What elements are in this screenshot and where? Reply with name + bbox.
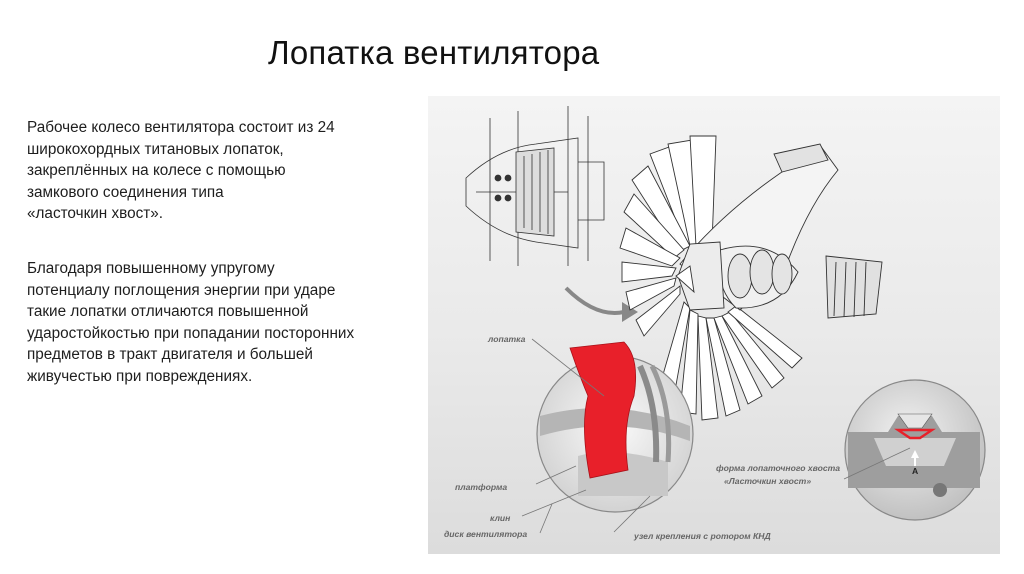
fan-blade-illustration — [428, 96, 1000, 554]
engine-schematic — [466, 106, 604, 266]
dovetail-closeup-circle — [845, 380, 985, 520]
text-line: такие лопатки отличаются повышенной — [27, 303, 309, 321]
description-paragraph-1 — [27, 117, 422, 225]
text-line: замкового соединения типа — [27, 183, 224, 201]
text-line: Рабочее колесо вентилятора состоит из 24 — [27, 119, 335, 136]
text-line: «ласточкин хвост». — [27, 205, 164, 223]
description-paragraph-2 — [27, 258, 422, 388]
text-line: предметов в тракт двигателя и большей — [27, 346, 313, 364]
label-tail-form: форма лопаточного хвоста — [716, 463, 841, 473]
label-dovetail: «Ласточкин хвост» — [724, 476, 812, 486]
label-attachment: узел крепления с ротором КНД — [634, 531, 771, 541]
text-line: Благодаря повышенному упругому — [27, 260, 275, 277]
label-fan-disk: диск вентилятора — [444, 529, 528, 539]
text-line: живучестью при повреждениях. — [27, 367, 253, 385]
label-view-a: А — [912, 466, 919, 476]
text-line: широкохордных титановых лопаток, — [27, 140, 284, 158]
pointer-arrow — [566, 288, 624, 313]
label-blade: лопатка — [488, 334, 526, 344]
text-line: закреплённых на колесе с помощью — [27, 162, 286, 180]
page-title: Лопатка вентилятора — [268, 34, 600, 71]
text-line: ударостойкостью при попадании посторонних — [27, 324, 355, 342]
illustration-svg — [428, 96, 1000, 554]
text-line: потенциалу поглощения энергии при ударе — [27, 281, 336, 299]
label-wedge: клин — [490, 513, 511, 523]
label-platform: платформа — [455, 482, 508, 492]
